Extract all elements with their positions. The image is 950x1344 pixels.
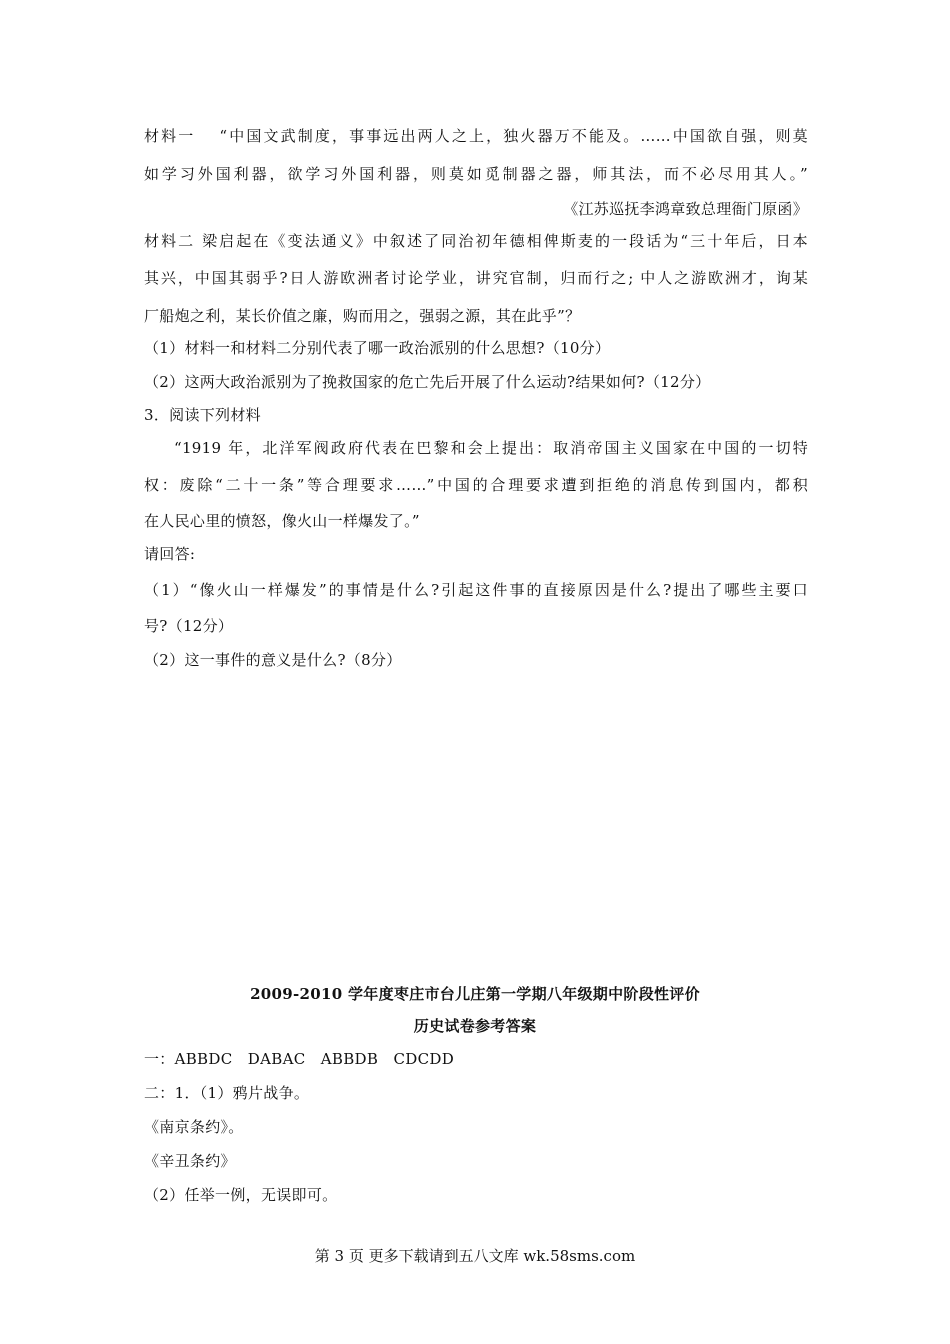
- q3-sub2: （2）这一事件的意义是什么?（8分）: [144, 651, 402, 669]
- q3-heading: 3．阅读下列材料: [144, 406, 261, 424]
- q3-sub1-line2: 号?（12分）: [144, 617, 234, 635]
- material2-line1: 材料二 梁启起在《变法通义》中叙述了同治初年德相俾斯麦的一段话为“三十年后，日本: [144, 232, 808, 250]
- answers-part2-line3: 《辛丑条约》: [144, 1152, 236, 1170]
- material2-line2: 其兴，中国其弱乎?日人游欧洲者讨论学业，讲究官制，归而行之; 中人之游欧洲才，询某: [144, 269, 808, 287]
- q3-prompt: 请回答:: [144, 545, 196, 563]
- material1-source: 《江苏巡抚李鸿章致总理衙门原函》: [563, 200, 808, 218]
- answers-part2-line4: （2）任举一例，无误即可。: [144, 1186, 338, 1204]
- q2-sub2: （2）这两大政治派别为了挽救国家的危亡先后开展了什么运动?结果如何?（12分）: [144, 373, 711, 391]
- answers-title2: 历史试卷参考答案: [413, 1017, 537, 1035]
- answers-part2-line1: 二：1．（1）鸦片战争。: [144, 1084, 310, 1102]
- q2-sub1: （1）材料一和材料二分别代表了哪一政治派别的什么思想?（10分）: [144, 339, 611, 357]
- q3-quote-line1: “1919 年，北洋军阀政府代表在巴黎和会上提出：取消帝国主义国家在中国的一切特: [174, 439, 808, 457]
- answers-title1: 2009-2010 学年度枣庄市台儿庄第一学期八年级期中阶段性评价: [250, 985, 700, 1003]
- q3-quote-line2: 权：废除“二十一条”等合理要求……”中国的合理要求遭到拒绝的消息传到国内，都积: [144, 476, 808, 494]
- material2-line3: 厂船炮之利，某长价值之廉，购而用之，强弱之源，其在此乎”？: [144, 307, 581, 325]
- answers-part2-line2: 《南京条约》。: [144, 1118, 244, 1136]
- answers-part1: 一：ABBDC DABAC ABBDB CDCDD: [144, 1050, 455, 1068]
- material1-line2: 如学习外国利器，欲学习外国利器，则莫如觅制器之器，师其法，而不必尽用其人。”: [144, 165, 808, 183]
- q3-sub1-line1: （1）“像火山一样爆发”的事情是什么?引起这件事的直接原因是什么?提出了哪些主要口: [144, 581, 808, 599]
- material1-line1: 材料一 “中国文武制度，事事远出两人之上，独火器万不能及。……中国欲自强，则莫: [144, 127, 808, 145]
- q3-quote-line3: 在人民心里的愤怒，像火山一样爆发了。”: [144, 512, 420, 530]
- page-footer: 第 3 页 更多下载请到五八文库 wk.58sms.com: [314, 1247, 636, 1265]
